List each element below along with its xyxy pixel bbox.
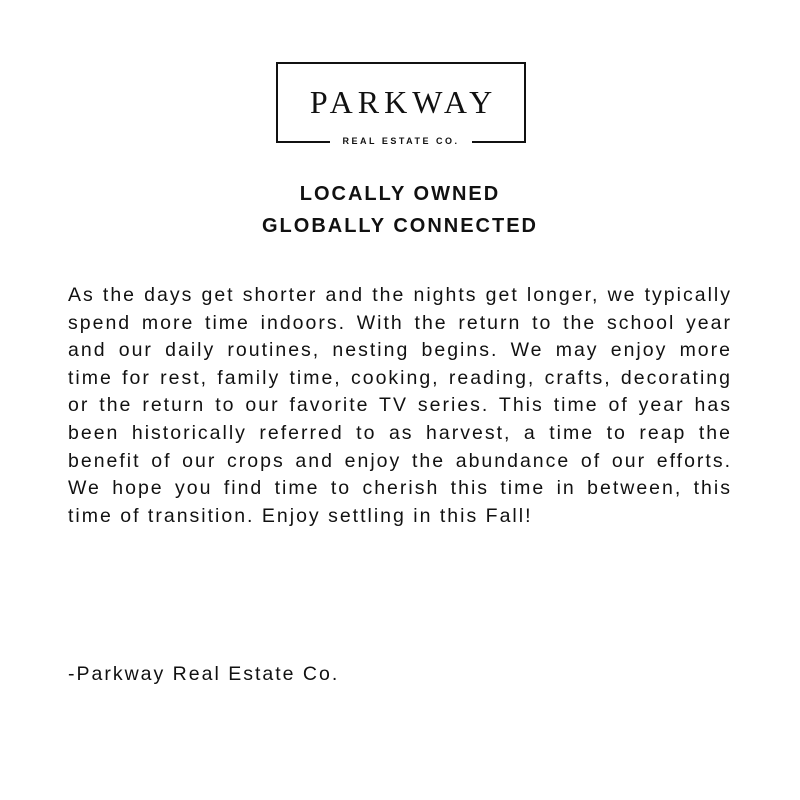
logo-tag-row [276,131,526,151]
headline-line-1: LOCALLY OWNED [299,183,501,205]
headline [0,178,800,242]
signature: -Parkway Real Estate Co. [68,663,340,685]
logo-name: PARKWAY [309,84,498,120]
body-paragraph: As the days get shorter and the nights get longer, we typically spend more time indoors. With the return to the school year and our daily routines, nesting begins. We may enjoy more time for rest, family time, cooking, reading, crafts, decorating or the return to our favorite TV series. This time of year has been historically referred to as harvest, a time to reap the benefit of our crops and enjoy the abundance of our efforts. We hope you find time to cherish this time in between, this time of transition. Enjoy settling in this Fall! [68,284,732,527]
headline-line-2: GLOBALLY CONNECTED [261,215,539,237]
logo [276,62,526,146]
logo-tagline: REAL ESTATE CO. [330,131,471,151]
